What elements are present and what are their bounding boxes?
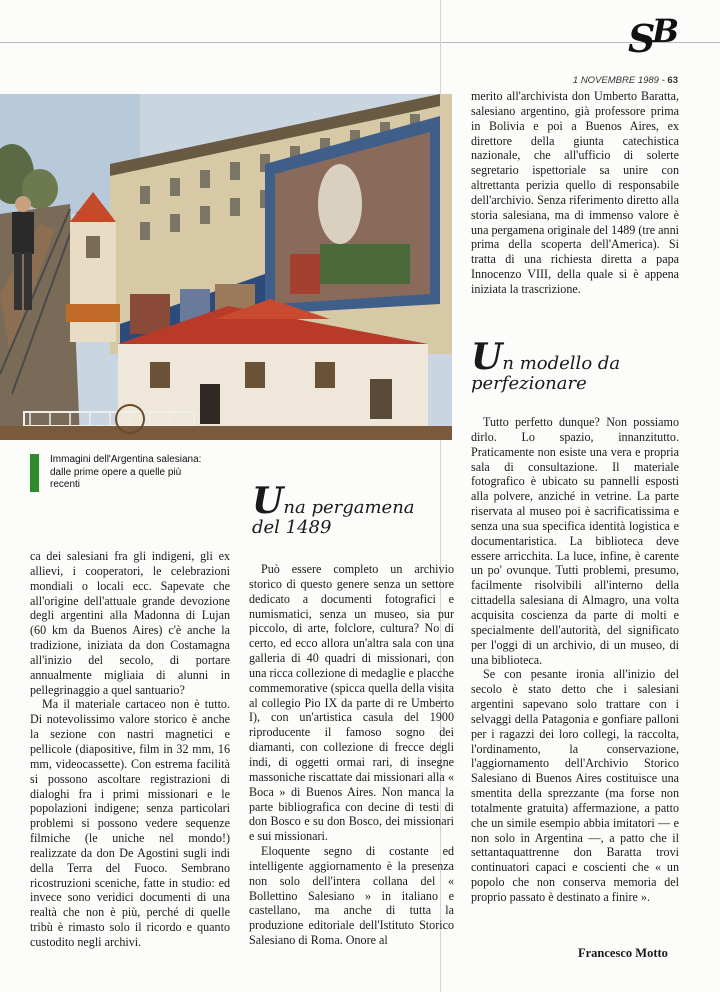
caption-marker: [30, 454, 39, 492]
paragraph: Tutto perfetto dunque? Non possiamo dirlo. Lo spazio, innanzitutto. Praticamente non esiste una vera e propria sala di consultazione. Il materiale fotografico è ubicato su pannelli esposti alla polvere, anziché in vetrine. La parte riservata al museo poi è sacrificatissima e senza una sua specifica identità logistica e documentaristica. La biblioteca deve essere arricchita. La luce, infine, è carente un po' ovunque. Tutti problemi, presumo, facilmente risolvibili all'interno della cittadella salesiana di Almagro, una volta acquisita coscienza da parte di molti e specialmente dell'autorità, del significato per l'oggi di un archivio, di un museo, di una biblioteca.: [471, 415, 679, 667]
header-rule: [0, 42, 720, 43]
paragraph: Ma il materiale cartaceo non è tutto. Di notevolissimo valore storico è anche la sezione con nastri magnetici e pellicole (diapositive, film in 32 mm, 16 mm, videocassette). Con estrema facilità si possono ascoltare registrazioni di dialoghi fra i primi missionari e le popolazioni indigene; senza particolari problemi si possono vedere sequenze filmiche (le uniche nel mondo!) realizzate da don De Agostini sugli indi della Terra del Fuoco. Sembrano ricostruzioni sceniche, fatte in studio: ed invece sono veridici documenti di una realtà che non è più, perché di quelle tribù è rimasto solo il ricordo e quanto custodito negli archivi.: [30, 697, 230, 949]
paragraph: Eloquente segno di costante ed intelligente aggiornamento è la presenza non solo dell'intera collana del « Bollettino Salesiano » in italiano e castellano, ma anche di tutta la produzione editoriale dell'Istituto Storico Salesiano di Roma. Onore al: [249, 844, 454, 948]
svg-text:B: B: [652, 12, 680, 50]
section-heading-modello: [471, 336, 671, 394]
paragraph: Se con pesante ironia all'inizio del secolo è stato detto che i salesiani argentini sapevano solo trattare con i selvaggi della Patagonia e gonfiare palloni per i ragazzi dei loro collegi, la raccolta, l'ordinamento, la conservazione, l'aggiornamento dell'Archivio Storico Salesiano di Buenos Aires costituisce una smentita della sprezzante (ma forse non totalmente gratuita) affermazione, a patto che un simile esempio abbia imitatori — e non solo in Argentina —, a patto che il settantaquattrenne don Baratta trovi continuatori capaci e coscienti che « un popolo che non conserva memoria del proprio passato è destinato a finire ».: [471, 667, 679, 904]
issue-date: 1 NOVEMBRE 1989 - 63: [572, 75, 678, 86]
sb-logo: [622, 8, 694, 60]
caption-text: Immagini dell'Argentina salesiana: dalle prime opere a quelle più recenti: [50, 454, 202, 490]
heading-initial: U: [471, 336, 503, 378]
column-2: [249, 562, 454, 948]
heading-rest: n modello da perfezionare: [471, 353, 621, 394]
date-text: 1 NOVEMBRE 1989: [572, 75, 659, 86]
archive-photo: [0, 94, 452, 440]
svg-text:S: S: [628, 16, 656, 60]
paragraph: merito all'archivista don Umberto Baratta, salesiano argentino, già professore prima in Bolivia e poi a Buenos Aires, ex direttore della giunta catechistica nazionale, che all'ufficio di solerte segretario ispettoriale sa unire con altrettanta perizia quello di responsabile dell'archivio. Senza riferimento diretto alla storia salesiana, ma di immenso valore è una pergamena originale del 1489 (tre anni prima della scoperta dell'America). Si tratta di una richiesta diretta a papa Innocenzo VIII, della quale si è appena iniziata la trascrizione.: [471, 89, 679, 296]
column-1: [30, 549, 230, 950]
section-heading-pergamena: [252, 480, 432, 538]
top-right-text: [471, 89, 679, 297]
photo-caption: [30, 454, 205, 494]
heading-initial: U: [252, 480, 284, 522]
paragraph: Può essere completo un archivio storico di questo genere senza un settore dedicato a documenti fotografici e numismatici, senza un museo, sia pur piccolo, di arte, folclore, cultura? No di certo, ed ecco allora un'altra sala con una galleria di 40 quadri di missionari, con una ricca collezione di medaglie e placche commemorative (spicca quella della visita al collegio Pio IX da parte di re Umberto I), con un'artistica casula del 1900 riproducente il famoso sogno dei diamanti, con collezione di frecce degli indi, di oggetti ormai rari, di insegne massoniche riscattate dai missionari alla « Boca » di Buenos Aires. Non manca la parte bibliografica con decine di testi di don Bosco e su don Bosco, dei missionari e sui missionari.: [249, 562, 454, 844]
heading-rest: na pergamena del 1489: [252, 497, 415, 538]
paragraph: ca dei salesiani fra gli indigeni, gli ex allievi, i cooperatori, le celebrazioni mondiali o locali ecc. Sapevate che all'origine dell'attuale grande devozione degli argentini alla Madonna di Lujan (60 km da Buenos Aires) c'è anche la tradizione, iniziata da don Costamagna all'inizio del secolo, di portare annualmente migliaia di alunni in pellegrinaggio a quel santuario?: [30, 549, 230, 697]
column-3: [471, 415, 679, 905]
author-signature: Francesco Motto: [578, 946, 668, 960]
page-number: 63: [667, 75, 678, 86]
